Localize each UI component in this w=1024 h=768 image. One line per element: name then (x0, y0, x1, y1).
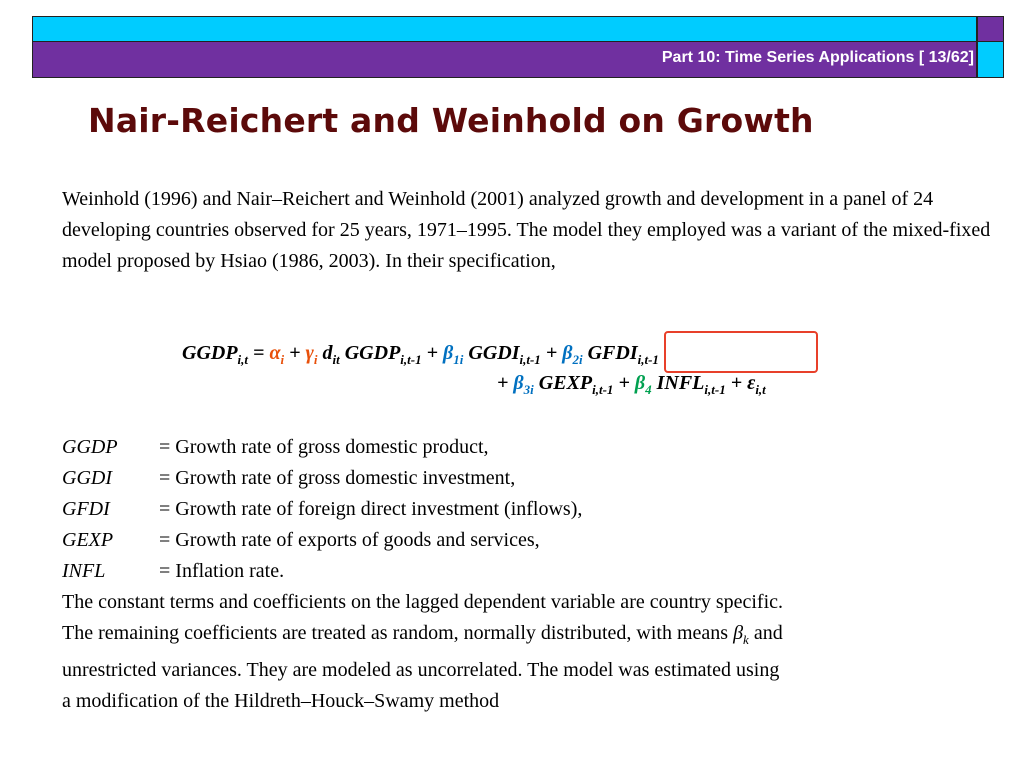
eq-plus: + (540, 342, 563, 364)
closing-line-2-text: The remaining coefficients are treated as random, normally distributed, with means (62, 622, 734, 644)
definition-text: = Growth rate of exports of goods and services, (159, 529, 540, 551)
eq-gamma-sub: i (313, 352, 318, 367)
eq-beta4: β (634, 372, 646, 394)
equation-line-1 (182, 342, 659, 365)
eq-plus: + (284, 342, 306, 364)
closing-line-2-end: and (748, 622, 783, 644)
eq-beta1: β (443, 342, 454, 364)
eq-ggdp-lag: GGDP (339, 342, 401, 364)
closing-paragraph (62, 587, 997, 717)
eq-beta3-sub: 3i (523, 382, 534, 397)
eq-infl-sub: i,t-1 (704, 382, 726, 397)
definition-row (62, 556, 582, 587)
eq-beta2-sub: 2i (572, 352, 583, 367)
closing-line-3: unrestricted variances. They are modeled as uncorrelated. The model was estimated using (62, 659, 780, 681)
eq-gexp-sub: i,t-1 (592, 382, 614, 397)
closing-line-1: The constant terms and coefficients on the lagged dependent variable are country specific. (62, 591, 784, 613)
header-bar-top (32, 16, 977, 42)
equation-line-2 (497, 372, 766, 395)
eq-gfdi: GFDI (582, 342, 638, 364)
header-corner-bottom (977, 42, 1004, 78)
eq-ggdp-lag-sub: i,t-1 (400, 352, 422, 367)
eq-ggdi: GGDI (463, 342, 520, 364)
eq-plus: + (497, 372, 514, 394)
closing-line-4: a modification of the Hildreth–Houck–Swamy method (62, 690, 500, 712)
definition-term: GGDP (62, 436, 118, 458)
eq-beta1-sub: 1i (453, 352, 464, 367)
closing-beta-k-sub: k (743, 632, 749, 647)
closing-beta-k: β (733, 622, 744, 644)
eq-beta3: β (513, 372, 524, 394)
definition-row (62, 463, 582, 494)
gfdi-highlight-box (664, 331, 818, 373)
eq-plus: + (725, 372, 748, 394)
definition-text: = Growth rate of gross domestic investment, (159, 467, 516, 489)
definitions-list (62, 432, 582, 587)
eq-d: d (317, 342, 333, 364)
definition-term: GGDI (62, 467, 112, 489)
definition-term: INFL (62, 560, 106, 582)
eq-alpha: α (269, 342, 281, 364)
definition-text: = Growth rate of gross domestic product, (159, 436, 489, 458)
slide-title: Nair-Reichert and Weinhold on Growth (88, 101, 814, 140)
eq-gamma: γ (305, 342, 314, 364)
definition-row (62, 494, 582, 525)
slide-label: Part 10: Time Series Applications [ 13/62] (661, 49, 974, 66)
definition-text: = Growth rate of foreign direct investment (inflows), (159, 498, 583, 520)
eq-plus: + (613, 372, 635, 394)
closing-line-2 (62, 618, 997, 655)
header-corner-top (977, 16, 1004, 42)
eq-alpha-sub: i (280, 352, 285, 367)
definition-row (62, 432, 582, 463)
definition-term: GFDI (62, 498, 110, 520)
eq-gfdi-sub: i,t-1 (637, 352, 659, 367)
definition-row (62, 525, 582, 556)
definition-term: GEXP (62, 529, 114, 551)
eq-d-sub: it (332, 352, 340, 367)
eq-beta4-sub: 4 (645, 382, 652, 397)
eq-plus: + (421, 342, 443, 364)
eq-equals: = (248, 342, 270, 364)
intro-paragraph: Weinhold (1996) and Nair–Reichert and Weinhold (2001) analyzed growth and development in a panel of 24 developing countries observed for 25 years, 1971–1995. The model they employed was a variant of the mixed-fixed model proposed by Hsiao (1986, 2003). In their specification, (62, 188, 991, 272)
eq-epsilon-sub: i,t (755, 382, 766, 397)
definition-text: = Inflation rate. (159, 560, 285, 582)
eq-lhs: GGDP (182, 342, 238, 364)
eq-lhs-sub: i,t (237, 352, 249, 367)
eq-ggdi-sub: i,t-1 (519, 352, 541, 367)
eq-infl: INFL (651, 372, 705, 394)
eq-beta2: β (562, 342, 573, 364)
eq-epsilon: ε (747, 372, 756, 394)
eq-gexp: GEXP (533, 372, 593, 394)
